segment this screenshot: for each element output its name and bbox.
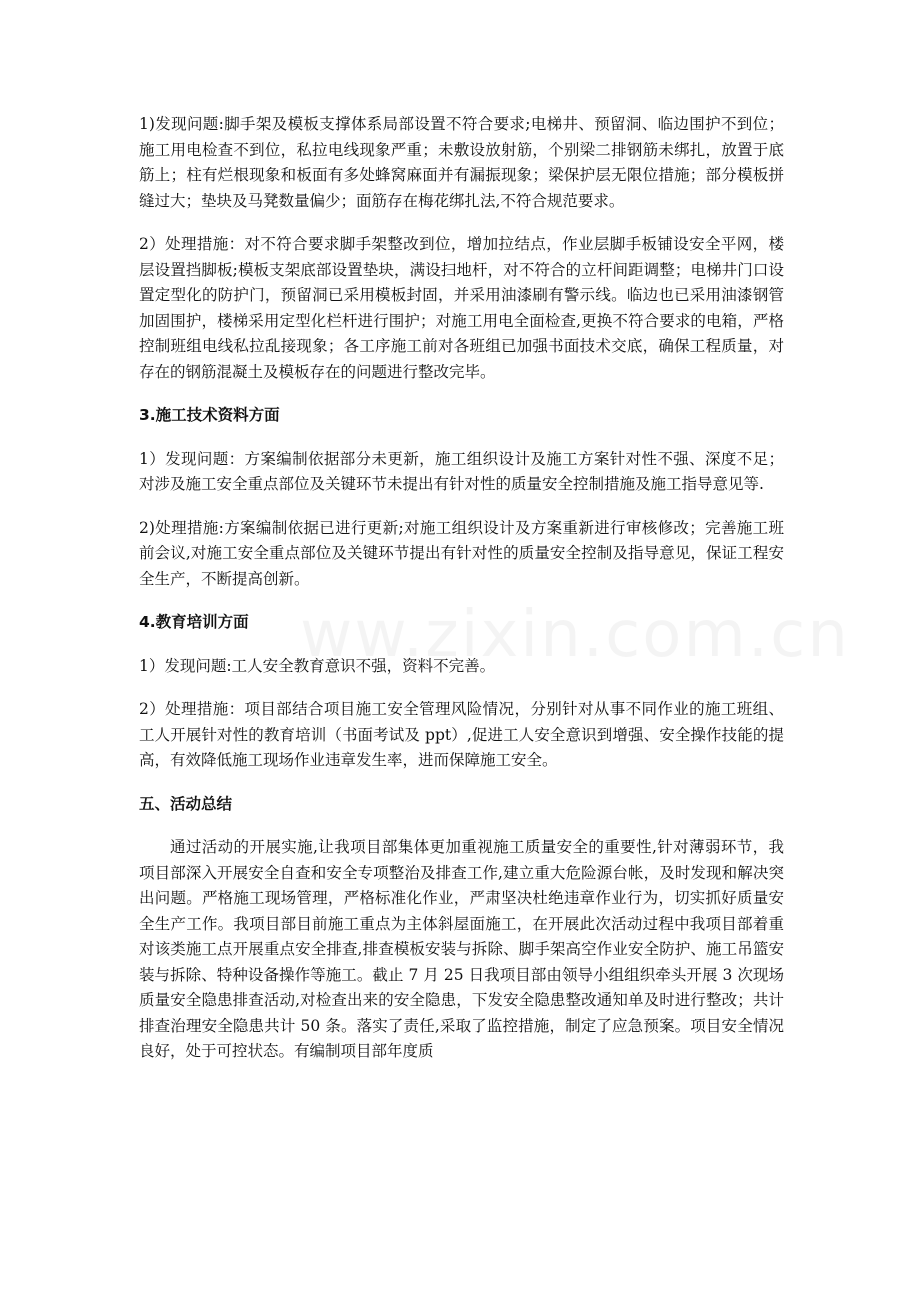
paragraph-problem-technical-documents: 1）发现问题：方案编制依据部分未更新，施工组织设计及施工方案针对性不强、深度不足；对涉及施工安全重点部位及关键环节未提出有针对性的质量安全控制措施及施工指导意见等. bbox=[139, 449, 784, 493]
section-heading-activity-summary: 五、活动总结 bbox=[139, 794, 233, 813]
paragraph-measures-education-training: 2）处理措施：项目部结合项目施工安全管理风险情况，分别针对从事不同作业的施工班组、工人开展针对性的教育培训（书面考试及 ppt）,促进工人安全意识到增强、安全操作技能的提高，有效降低施工现场作业违章发生率，进而保障施工安全。 bbox=[139, 700, 784, 769]
paragraph-problem-scaffolding: 1)发现问题:脚手架及模板支撑体系局部设置不符合要求;电梯井、预留洞、临边围护不到位；施工用电检查不到位，私拉电线现象严重；未敷设放射筋，个别梁二排钢筋未绑扎，放置于底筋上；柱有烂根现象和板面有多处蜂窝麻面并有漏振现象；梁保护层无限位措施；部分模板拼缝过大；垫块及马凳数量偏少；面筋存在梅花绑扎法,不符合规范要求。 bbox=[139, 115, 784, 210]
paragraph-problem-education-training: 1）发现问题:工人安全教育意识不强，资料不完善。 bbox=[139, 656, 496, 675]
document-body bbox=[139, 112, 784, 1083]
paragraph-measures-scaffolding: 2）处理措施：对不符合要求脚手架整改到位，增加拉结点，作业层脚手板铺设安全平网，楼层设置挡脚板;模板支架底部设置垫块，满设扫地杆，对不符合的立杆间距调整；电梯井门口设置定型化的防护门，预留洞已采用模板封固，并采用油漆刷有警示线。临边也已采用油漆钢管加固围护，楼梯采用定型化栏杆进行围护；对施工用电全面检查,更换不符合要求的电箱，严格控制班组电线私拉乱接现象；各工序施工前对各班组已加强书面技术交底，确保工程质量，对存在的钢筋混凝土及模板存在的问题进行整改完毕。 bbox=[139, 235, 784, 381]
paragraph-measures-technical-documents: 2)处理措施:方案编制依据已进行更新;对施工组织设计及方案重新进行审核修改；完善施工班前会议,对施工安全重点部位及关键环节提出有针对性的质量安全控制及指导意见，保证工程安全生产，不断提高创新。 bbox=[139, 518, 784, 588]
section-heading-education-training: 4.教育培训方面 bbox=[139, 613, 249, 631]
section-heading-technical-documents: 3.施工技术资料方面 bbox=[139, 406, 280, 424]
paragraph-activity-summary: 通过活动的开展实施,让我项目部集体更加重视施工质量安全的重要性,针对薄弱环节，我项目部深入开展安全自查和安全专项整治及排查工作,建立重大危险源台帐，及时发现和解决突出问题。严格施工现场管理，严格标准化作业，严肃坚决杜绝违章作业行为，切实抓好质量安全生产工作。我项目部目前施工重点为主体斜屋面施工，在开展此次活动过程中我项目部着重对该类施工点开展重点安全排查,排查模板安装与拆除、脚手架高空作业安全防护、施工吊篮安装与拆除、特种设备操作等施工。截止 7 月 25 日我项目部由领导小组组织牵头开展 3 次现场质量安全隐患排查活动,对检查出来的安全隐患，下发安全隐患整改通知单及时进行整改；共计排查治理安全隐患共计 50 条。落实了责任,采取了监控措施，制定了应急预案。项目安全情况良好，处于可控状态。有编制项目部年度质 bbox=[139, 838, 784, 1060]
